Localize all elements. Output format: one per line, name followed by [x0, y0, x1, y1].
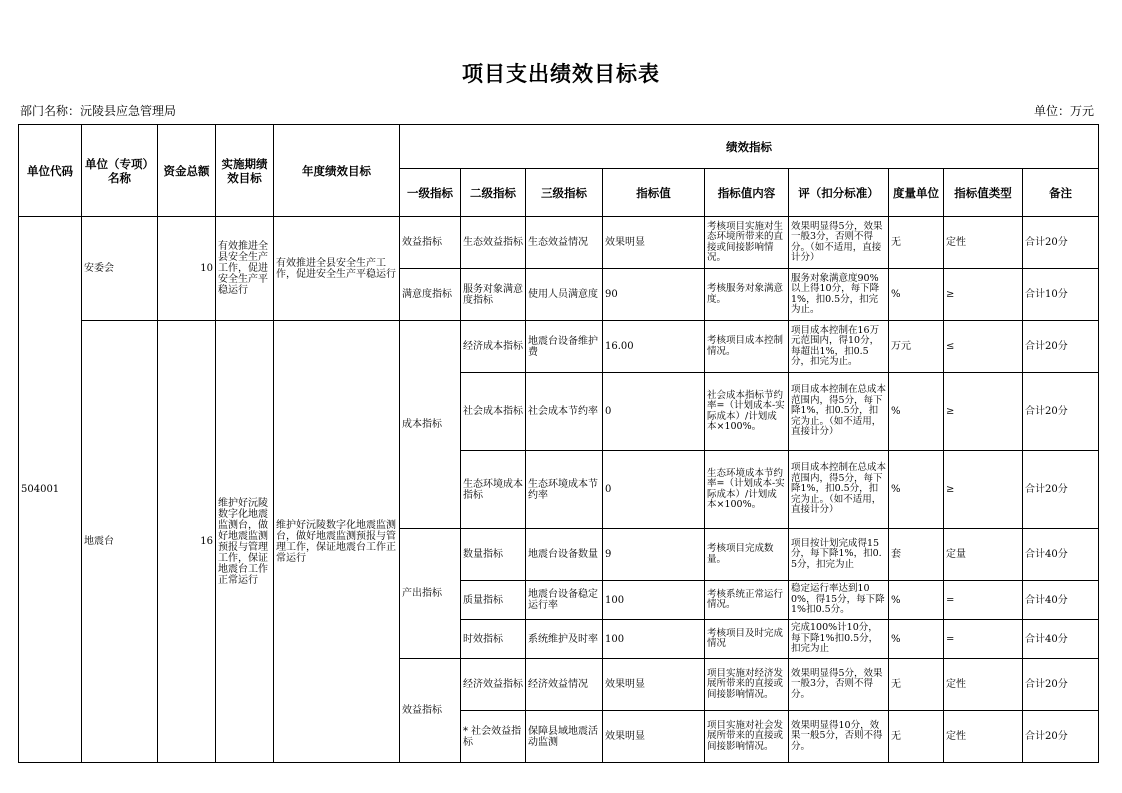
table-row	[19, 217, 1099, 269]
remark-cell: 合计20分	[1023, 373, 1099, 451]
criteria-cell: 服务对象满意度90%以上得10分，每下降1%，扣0.5分，扣完为止。	[789, 269, 889, 321]
level2-cell: 经济效益指标	[461, 659, 526, 711]
criteria-cell: 效果明显得5分，效果一般3分，否则不得分。（如不适用，直接计分）	[789, 217, 889, 269]
remark-cell: 合计20分	[1023, 711, 1099, 763]
value-type-cell: 定量	[944, 529, 1023, 581]
level2-cell: * 社会效益指标	[461, 711, 526, 763]
measure-unit-cell: 万元	[889, 321, 944, 373]
value-cell: 效果明显	[603, 711, 705, 763]
measure-unit-cell: 无	[889, 711, 944, 763]
content-cell: 考核项目实施对生态环境所带来的直接或间接影响情况。	[705, 217, 789, 269]
measure-unit-cell: 套	[889, 529, 944, 581]
level2-cell: 社会成本指标	[461, 373, 526, 451]
value-type-cell: 定性	[944, 711, 1023, 763]
measure-unit-cell: 无	[889, 217, 944, 269]
remark-cell: 合计40分	[1023, 581, 1099, 620]
measure-unit-cell: %	[889, 269, 944, 321]
content-cell: 考核项目成本控制情况。	[705, 321, 789, 373]
funds-cell: 10	[158, 217, 216, 321]
level3-cell: 地震台设备稳定运行率	[526, 581, 603, 620]
header-measure-unit: 度量单位	[889, 169, 944, 217]
level1-cell: 满意度指标	[400, 269, 461, 321]
measure-unit-cell: %	[889, 581, 944, 620]
value-type-cell: ≥	[944, 269, 1023, 321]
performance-table	[18, 124, 1099, 763]
level2-cell: 服务对象满意度指标	[461, 269, 526, 321]
content-cell: 考核项目及时完成情况	[705, 620, 789, 659]
value-type-cell: 定性	[944, 659, 1023, 711]
level2-cell: 生态效益指标	[461, 217, 526, 269]
header-remark: 备注	[1023, 169, 1099, 217]
content-cell: 项目实施对经济发展所带来的直接或间接影响情况。	[705, 659, 789, 711]
criteria-cell: 项目按计划完成得15分，每下降1%，扣0.5分，扣完为止	[789, 529, 889, 581]
level3-cell: 使用人员满意度	[526, 269, 603, 321]
content-cell: 考核项目完成数量。	[705, 529, 789, 581]
header-level1: 一级指标	[400, 169, 461, 217]
value-cell: 100	[603, 581, 705, 620]
level2-cell: 时效指标	[461, 620, 526, 659]
criteria-cell: 项目成本控制在总成本范围内，得5分，每下降1%，扣0.5分，扣完为止。（如不适用，直接计分）	[789, 451, 889, 529]
value-type-cell: ≥	[944, 373, 1023, 451]
criteria-cell: 效果明显得5分，效果一般3分，否则不得分。	[789, 659, 889, 711]
level1-cell: 产出指标	[400, 529, 461, 659]
impl-goal-cell: 维护好沅陵数字化地震监测台，做好地震监测预报与管理工作，保证地震台工作正常运行	[216, 321, 274, 763]
value-type-cell: ≤	[944, 321, 1023, 373]
level1-cell: 成本指标	[400, 321, 461, 529]
criteria-cell: 效果明显得10分，效果一般5分，否则不得分。	[789, 711, 889, 763]
value-cell: 0	[603, 451, 705, 529]
level3-cell: 经济效益情况	[526, 659, 603, 711]
criteria-cell: 项目成本控制在总成本范围内，得5分，每下降1%，扣0.5分，扣完为止。（如不适用，直接计分）	[789, 373, 889, 451]
criteria-cell: 稳定运行率达到100%，得15分，每下降1%扣0.5分。	[789, 581, 889, 620]
level3-cell: 系统维护及时率	[526, 620, 603, 659]
value-type-cell: =	[944, 581, 1023, 620]
header-criteria: 评（扣分标准）	[789, 169, 889, 217]
measure-unit-cell: %	[889, 373, 944, 451]
header-value-type: 指标值类型	[944, 169, 1023, 217]
header-performance: 绩效指标	[400, 125, 1099, 169]
value-type-cell: =	[944, 620, 1023, 659]
annual-goal-cell: 有效推进全县安全生产工作，促进安全生产平稳运行	[274, 217, 400, 321]
criteria-cell: 完成100%计10分，每下降1%扣0.5分，扣完为止	[789, 620, 889, 659]
header-total-funds: 资金总额	[158, 125, 216, 217]
header-impl-goal: 实施期绩效目标	[216, 125, 274, 217]
remark-cell: 合计20分	[1023, 659, 1099, 711]
remark-cell: 合计20分	[1023, 217, 1099, 269]
header-unit-name: 单位（专项）名称	[82, 125, 158, 217]
level2-cell: 生态环境成本指标	[461, 451, 526, 529]
content-cell: 社会成本指标节约率=（计划成本-实际成本）/计划成本×100%。	[705, 373, 789, 451]
unit-name-cell: 地震台	[82, 321, 158, 763]
page-title: 项目支出绩效目标表	[462, 62, 660, 86]
value-type-cell: ≥	[944, 451, 1023, 529]
value-cell: 100	[603, 620, 705, 659]
header-level2: 二级指标	[461, 169, 526, 217]
header-content: 指标值内容	[705, 169, 789, 217]
content-cell: 考核服务对象满意度。	[705, 269, 789, 321]
value-type-cell: 定性	[944, 217, 1023, 269]
level1-cell: 效益指标	[400, 217, 461, 269]
level3-cell: 社会成本节约率	[526, 373, 603, 451]
remark-cell: 合计40分	[1023, 529, 1099, 581]
remark-cell: 合计10分	[1023, 269, 1099, 321]
level2-cell: 质量指标	[461, 581, 526, 620]
header-annual-goal: 年度绩效目标	[274, 125, 400, 217]
level3-cell: 保障县域地震活动监测	[526, 711, 603, 763]
value-cell: 9	[603, 529, 705, 581]
table-row	[19, 321, 1099, 373]
unit-label: 单位：万元	[1033, 104, 1094, 118]
header-unit-code: 单位代码	[19, 125, 82, 217]
impl-goal-cell: 有效推进全县安全生产工作，促进安全生产平稳运行	[216, 217, 274, 321]
level3-cell: 生态效益情况	[526, 217, 603, 269]
level3-cell: 地震台设备维护费	[526, 321, 603, 373]
unit-code-cell: 504001	[19, 217, 82, 763]
level2-cell: 经济成本指标	[461, 321, 526, 373]
annual-goal-cell: 维护好沅陵数字化地震监测台，做好地震监测预报与管理工作，保证地震台工作正常运行	[274, 321, 400, 763]
remark-cell: 合计40分	[1023, 620, 1099, 659]
header-value: 指标值	[603, 169, 705, 217]
remark-cell: 合计20分	[1023, 451, 1099, 529]
funds-cell: 16	[158, 321, 216, 763]
value-cell: 16.00	[603, 321, 705, 373]
header-level3: 三级指标	[526, 169, 603, 217]
measure-unit-cell: %	[889, 451, 944, 529]
content-cell: 考核系统正常运行情况。	[705, 581, 789, 620]
value-cell: 效果明显	[603, 659, 705, 711]
level2-cell: 数量指标	[461, 529, 526, 581]
value-cell: 0	[603, 373, 705, 451]
measure-unit-cell: %	[889, 620, 944, 659]
level3-cell: 生态环境成本节约率	[526, 451, 603, 529]
level3-cell: 地震台设备数量	[526, 529, 603, 581]
unit-name-cell: 安委会	[82, 217, 158, 321]
department-label: 部门名称：沅陵县应急管理局	[20, 104, 177, 118]
remark-cell: 合计20分	[1023, 321, 1099, 373]
value-cell: 90	[603, 269, 705, 321]
criteria-cell: 项目成本控制在16万元范围内，得10分，每超出1%，扣0.5分，扣完为止。	[789, 321, 889, 373]
measure-unit-cell: 无	[889, 659, 944, 711]
level1-cell: 效益指标	[400, 659, 461, 763]
value-cell: 效果明显	[603, 217, 705, 269]
content-cell: 生态环境成本节约率=（计划成本-实际成本）/计划成本×100%。	[705, 451, 789, 529]
content-cell: 项目实施对社会发展所带来的直接或间接影响情况。	[705, 711, 789, 763]
